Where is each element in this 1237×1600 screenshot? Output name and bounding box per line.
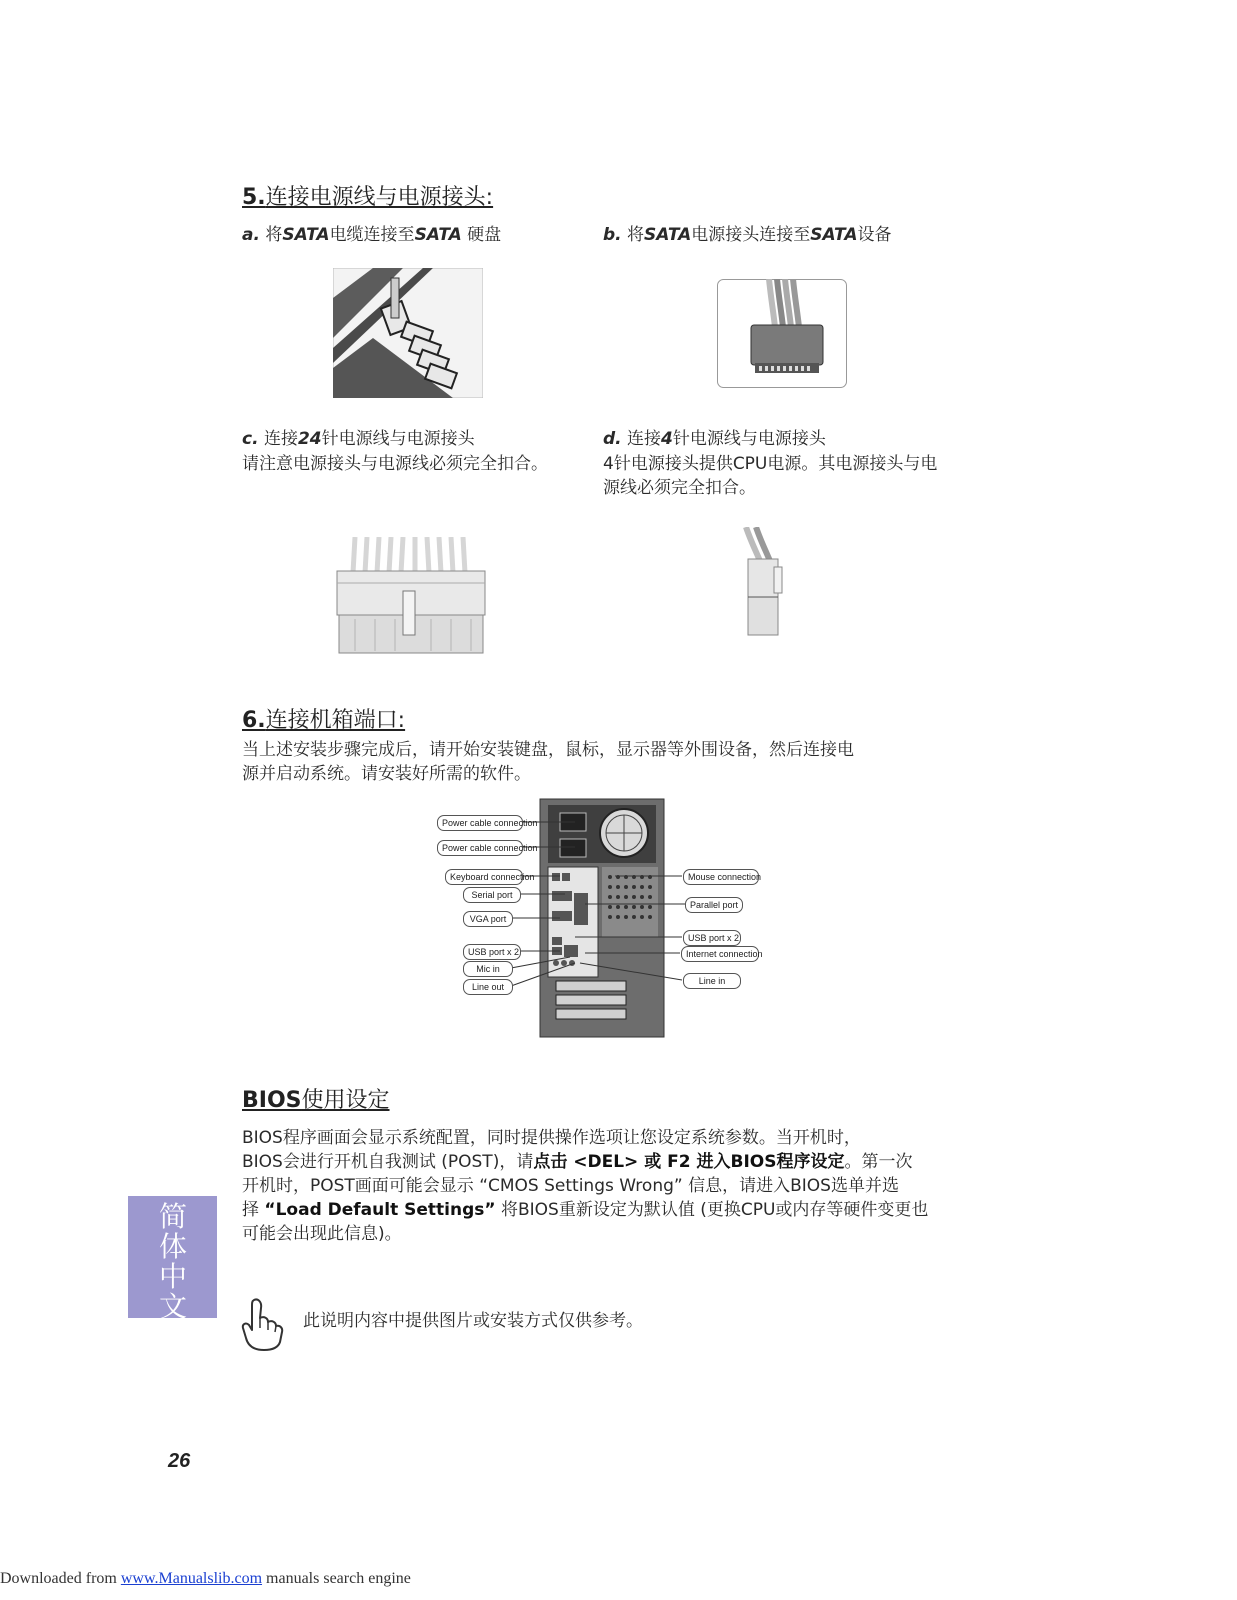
label-line-in: Line in <box>683 973 741 989</box>
label-mouse: Mouse connection <box>683 869 759 885</box>
section-6-paragraph: 当上述安装步骤完成后，请开始安装键盘，鼠标，显示器等外围设备，然后连接电 源并启动系统。请安装好所需的软件。 <box>242 740 854 784</box>
caption-a: a. 将SATA电缆连接至SATA 硬盘 <box>242 225 502 245</box>
label-parallel-port: Parallel port <box>685 897 743 913</box>
label-usb-right: USB port x 2 <box>683 930 741 946</box>
caption-d-note-line2: 源线必须完全扣合。 <box>603 478 756 498</box>
rear-panel-diagram <box>435 797 765 1039</box>
bios-paragraph: BIOS程序画面会显示系统配置，同时提供操作选项让您设定系统参数。当开机时， BIOS会进行开机自我测试 (POST)，请点击 <DEL> 或 F2 进入BIOS程序设定。第一次 开机时，POST画面可能会显示 “CMOS Settings Wrong” 信息，请进入BIOS选单并选 择 “Load Default Settings” 将BIOS重新设定为默认值 (更换CPU或内存等硬件变更也 可能会出现此信息)。 <box>242 1128 929 1244</box>
page-number: 26 <box>168 1450 191 1472</box>
caption-d-note-line1: 4针电源接头提供CPU电源。其电源接头与电 <box>603 454 938 474</box>
sata-power-connector-illustration <box>717 279 847 388</box>
atx-24pin-connector-illustration <box>335 537 487 657</box>
label-internet: Internet connection <box>681 946 759 962</box>
caption-c-note: 请注意电源接头与电源线必须完全扣合。 <box>242 454 548 474</box>
manualslib-link[interactable]: www.Manualslib.com <box>120 1570 263 1587</box>
section-5-heading: 5.连接电源线与电源接头: <box>242 185 494 210</box>
label-line-out: Line out <box>463 979 513 995</box>
language-side-tab-label: 简体中文 <box>158 1200 187 1323</box>
pointing-hand-icon <box>240 1296 288 1352</box>
bios-heading: BIOS使用设定 <box>242 1088 390 1113</box>
label-power-cable-2: Power cable connection <box>437 840 523 856</box>
label-keyboard: Keyboard connection <box>445 869 523 885</box>
label-vga-port: VGA port <box>463 911 513 927</box>
atx-4pin-connector-illustration <box>738 527 802 639</box>
download-footer: Downloaded from www.Manualslib.com manuals search engine <box>0 1570 411 1587</box>
label-power-cable-1: Power cable connection <box>437 815 523 831</box>
label-serial-port: Serial port <box>463 887 521 903</box>
language-side-tab <box>128 1196 217 1323</box>
caption-b: b. 将SATA电源接头连接至SATA设备 <box>603 225 892 245</box>
caption-d: d. 连接4针电源线与电源接头 <box>603 429 826 449</box>
section-6-heading: 6.连接机箱端口: <box>242 708 406 733</box>
note-text: 此说明内容中提供图片或安装方式仅供参考。 <box>303 1311 643 1331</box>
caption-c: c. 连接24针电源线与电源接头 <box>242 429 475 449</box>
sata-ports-illustration <box>333 268 483 398</box>
label-usb-left: USB port x 2 <box>463 944 521 960</box>
label-mic-in: Mic in <box>463 961 513 977</box>
